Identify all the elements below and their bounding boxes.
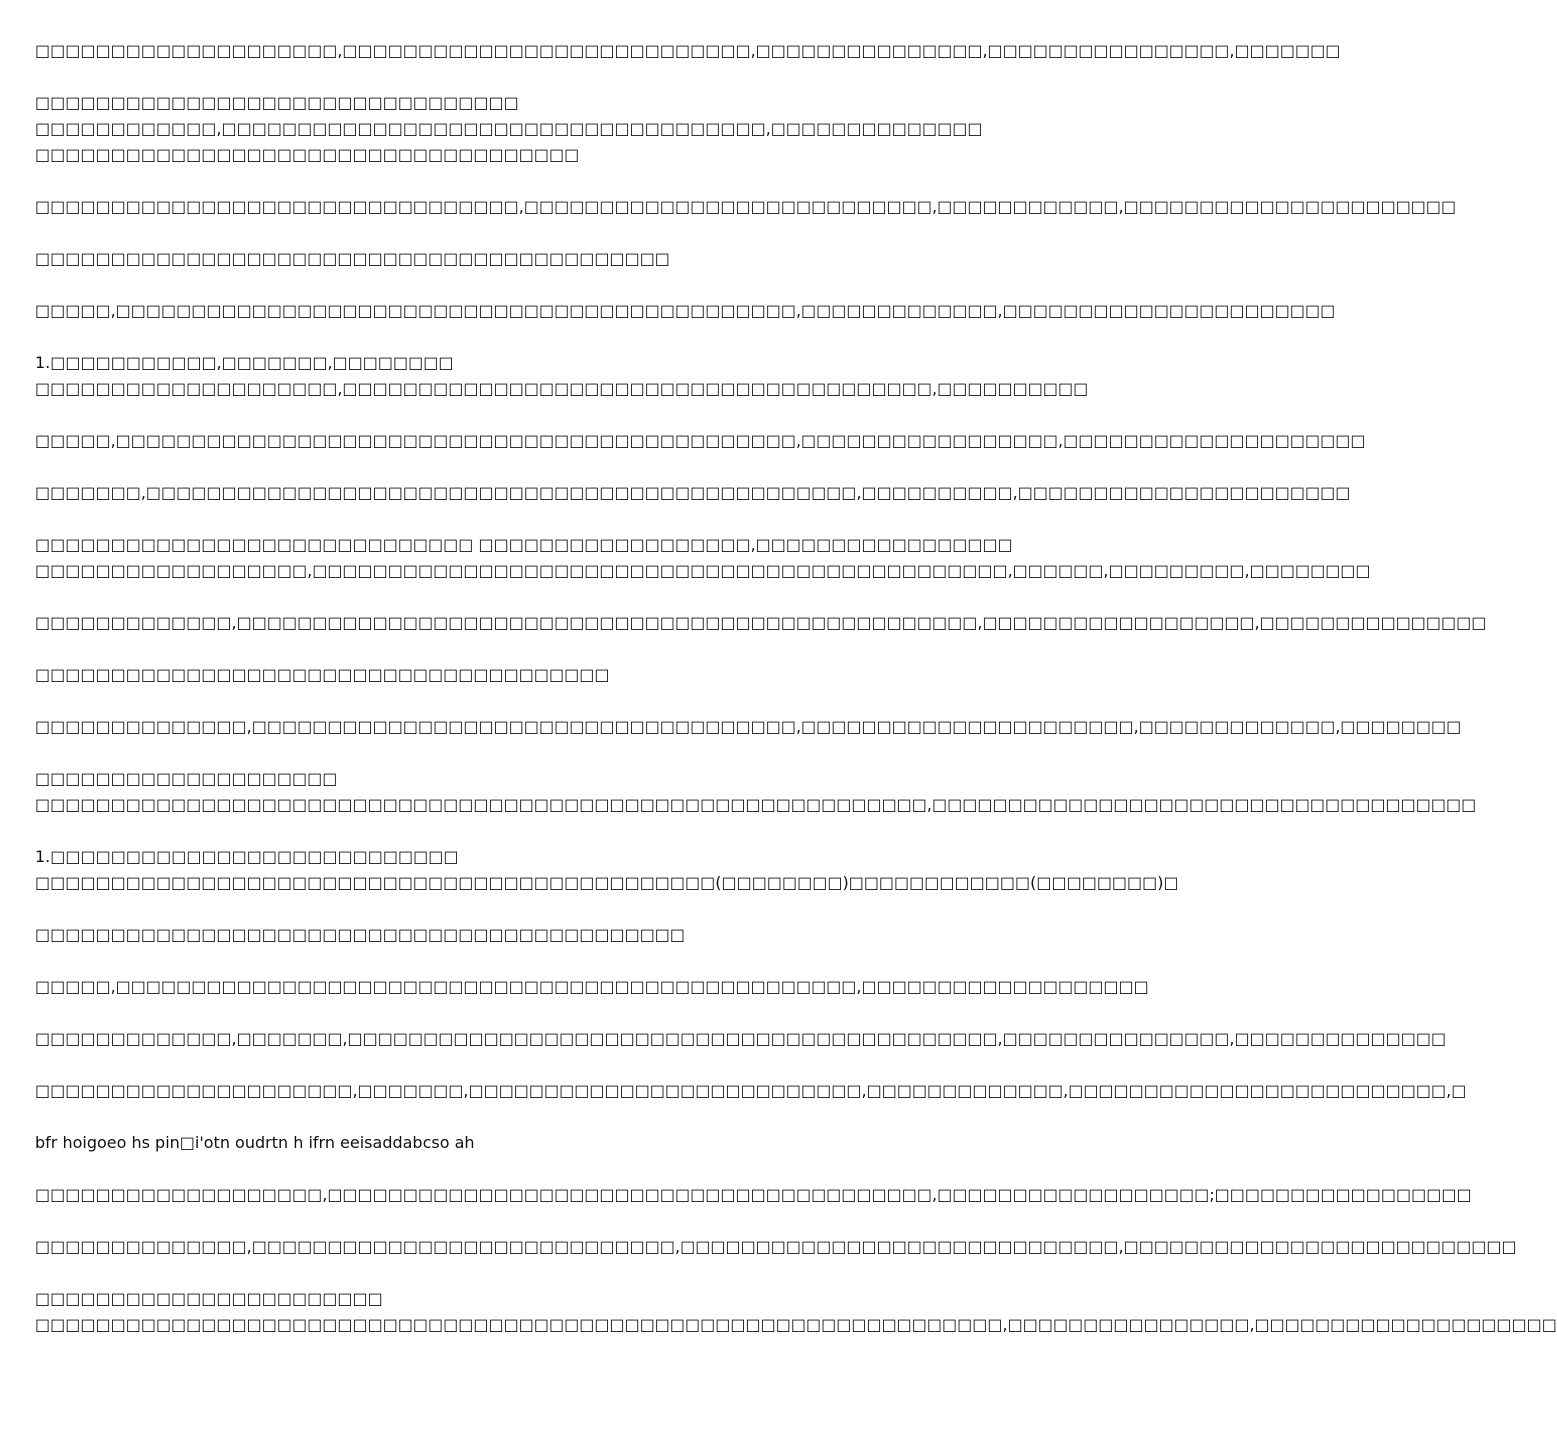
paragraph-spacer bbox=[35, 1104, 990, 1130]
paragraph-spacer bbox=[35, 168, 990, 194]
text-line: □□□□□□□,□□□□□□□□□□□□□□□□□□□□□□□□□□□□□□□□□□□□□□□□□□□□□□□,□□□□□□□□□□,□□□□□□□□□□□□□□□□□□□□□□ bbox=[35, 483, 1351, 502]
paragraph-spacer bbox=[35, 64, 990, 90]
paragraph-spacer bbox=[35, 740, 990, 766]
text-line: □□□□□□□□□□□□□,□□□□□□□□□□□□□□□□□□□□□□□□□□□□□□□□□□□□□□□□□□□□□□□□□,□□□□□□□□□□□□□□□□□□,□□□□□□□□□□□□□□□ bbox=[35, 613, 1487, 632]
text-line: □□□□□□□□□□□□□□,□□□□□□□□□□□□□□□□□□□□□□□□□□□□,□□□□□□□□□□□□□□□□□□□□□□□□□□□□□,□□□□□□□□□□□□□□□□□□□□□□□□□□ bbox=[35, 1237, 1517, 1256]
text-line: □□□□□□□□□□□□□□□□□□□□□□□□□□□□□ □□□□□□□□□□□□□□□□□□,□□□□□□□□□□□□□□□□□ bbox=[35, 535, 1013, 554]
paragraph-spacer bbox=[35, 506, 990, 532]
text-line: □□□□□□□□□□□□□□□□□□□□□□□□□□□□□□□□□□□□□□ bbox=[35, 665, 610, 684]
text-line: 1.□□□□□□□□□□□,□□□□□□□,□□□□□□□□ bbox=[35, 353, 454, 372]
paragraph-spacer bbox=[35, 220, 990, 246]
paragraph-spacer bbox=[35, 324, 990, 350]
text-line: □□□□□□□□□□□□□□□□□□□□,□□□□□□□□□□□□□□□□□□□□□□□□□□□□□□□□□□□□□□□,□□□□□□□□□□ bbox=[35, 379, 1089, 398]
paragraph-spacer bbox=[35, 688, 990, 714]
text-line: □□□□□□□□□□□□□□,□□□□□□□□□□□□□□□□□□□□□□□□□□□□□□□□□□□□,□□□□□□□□□□□□□□□□□□□□□□,□□□□□□□□□□□□□,□□□□□□□□ bbox=[35, 717, 1462, 736]
text-line: □□□□□,□□□□□□□□□□□□□□□□□□□□□□□□□□□□□□□□□□□□□□□□□□□□□,□□□□□□□□□□□□□,□□□□□□□□□□□□□□□□□□□□□□ bbox=[35, 301, 1336, 320]
paragraph-spacer bbox=[35, 454, 990, 480]
text-line: □□□□□□□□□□□□□□□□□□□□□□□□□□□□□□□□□□□□□□□□□□□□□(□□□□□□□□)□□□□□□□□□□□□(□□□□□□□□)□ bbox=[35, 873, 1179, 892]
paragraph-spacer bbox=[35, 1208, 990, 1234]
paragraph-spacer bbox=[35, 272, 990, 298]
paragraph-spacer bbox=[35, 1052, 990, 1078]
paragraph-spacer bbox=[35, 402, 990, 428]
document-body bbox=[35, 38, 1557, 1338]
paragraph-spacer bbox=[35, 1000, 990, 1026]
paragraph-spacer bbox=[35, 1260, 990, 1286]
text-line: □□□□□,□□□□□□□□□□□□□□□□□□□□□□□□□□□□□□□□□□□□□□□□□□□□□,□□□□□□□□□□□□□□□□□,□□□□□□□□□□□□□□□□□□□□ bbox=[35, 431, 1366, 450]
text-line: □□□□□□□□□□□□□□□□□□,□□□□□□□□□□□□□□□□□□□□□□□□□□□□□□□□□□□□□□□□□□□□□□,□□□□□□,□□□□□□□□□,□□□□□□□□ bbox=[35, 561, 1371, 580]
text-line: □□□□□□□□□□□□□□□□□□□□□□□□□□□□□□□□□□□□ bbox=[35, 145, 580, 164]
text-line: □□□□□□□□□□□□□□□□□□□□□□□□□□□□□□□□□□□□□□□□□□ bbox=[35, 249, 670, 268]
text-line: bfr hoigoeo hs pin□i'otn oudrtn h ifrn eeisaddabcso ah bbox=[35, 1133, 475, 1152]
text-line: □□□□□□□□□□□□□□□□□□□,□□□□□□□□□□□□□□□□□□□□□□□□□□□□□□□□□□□□□□□□,□□□□□□□□□□□□□□□□□□;□□□□□□□□□□□□□□□□□ bbox=[35, 1185, 1472, 1204]
text-line: □□□□□□□□□□□□□□□□□□□□□□□□□□□□□□□□,□□□□□□□□□□□□□□□□□□□□□□□□□□□,□□□□□□□□□□□□,□□□□□□□□□□□□□□□□□□□□□□ bbox=[35, 197, 1457, 216]
paragraph-spacer bbox=[35, 584, 990, 610]
text-line: □□□□□□□□□□□□□□□□□□□□□□□□□□□□□□□□□□□□□□□□□□□□□□□□□□□□□□□□□□□,□□□□□□□□□□□□□□□□□□□□□□□□□□□□□□□□□□□□ bbox=[35, 795, 1477, 814]
text-line: □□□□□□□□□□□□□□□□□□□□,□□□□□□□□□□□□□□□□□□□□□□□□□□□,□□□□□□□□□□□□□□□,□□□□□□□□□□□□□□□□,□□□□□□□ bbox=[35, 41, 1341, 60]
paragraph-spacer bbox=[35, 948, 990, 974]
text-line: □□□□□□□□□□□□□,□□□□□□□,□□□□□□□□□□□□□□□□□□□□□□□□□□□□□□□□□□□□□□□□□□□,□□□□□□□□□□□□□□□,□□□□□□□□□□□□□□ bbox=[35, 1029, 1447, 1048]
text-line: □□□□□□□□□□□□□□□□□□□□□□□□□□□□□□□□ bbox=[35, 93, 519, 112]
paragraph-spacer bbox=[35, 818, 990, 844]
text-line: 1.□□□□□□□□□□□□□□□□□□□□□□□□□□□ bbox=[35, 847, 459, 866]
text-line: □□□□□□□□□□□□□□□□□□□□□,□□□□□□□,□□□□□□□□□□□□□□□□□□□□□□□□□□,□□□□□□□□□□□□□,□□□□□□□□□□□□□□□□□□□□□□□□□,□ bbox=[35, 1081, 1467, 1100]
paragraph-spacer bbox=[35, 1156, 990, 1182]
paragraph-spacer bbox=[35, 636, 990, 662]
text-line: □□□□□□□□□□□□□□□□□□□□□□□ bbox=[35, 1289, 383, 1308]
text-line: □□□□□□□□□□□□□□□□□□□□□□□□□□□□□□□□□□□□□□□□□□□□□□□□□□□□□□□□□□□□□□□□,□□□□□□□□□□□□□□□□,□□□□□□□□□□□□□□□□□□□□ bbox=[35, 1315, 1557, 1334]
text-line: □□□□□□□□□□□□□□□□□□□□□□□□□□□□□□□□□□□□□□□□□□□ bbox=[35, 925, 686, 944]
paragraph-spacer bbox=[35, 896, 990, 922]
text-line: □□□□□□□□□□□□,□□□□□□□□□□□□□□□□□□□□□□□□□□□□□□□□□□□□,□□□□□□□□□□□□□□ bbox=[35, 119, 983, 138]
text-line: □□□□□□□□□□□□□□□□□□□□ bbox=[35, 769, 338, 788]
text-line: □□□□□,□□□□□□□□□□□□□□□□□□□□□□□□□□□□□□□□□□□□□□□□□□□□□□□□□,□□□□□□□□□□□□□□□□□□□ bbox=[35, 977, 1149, 996]
